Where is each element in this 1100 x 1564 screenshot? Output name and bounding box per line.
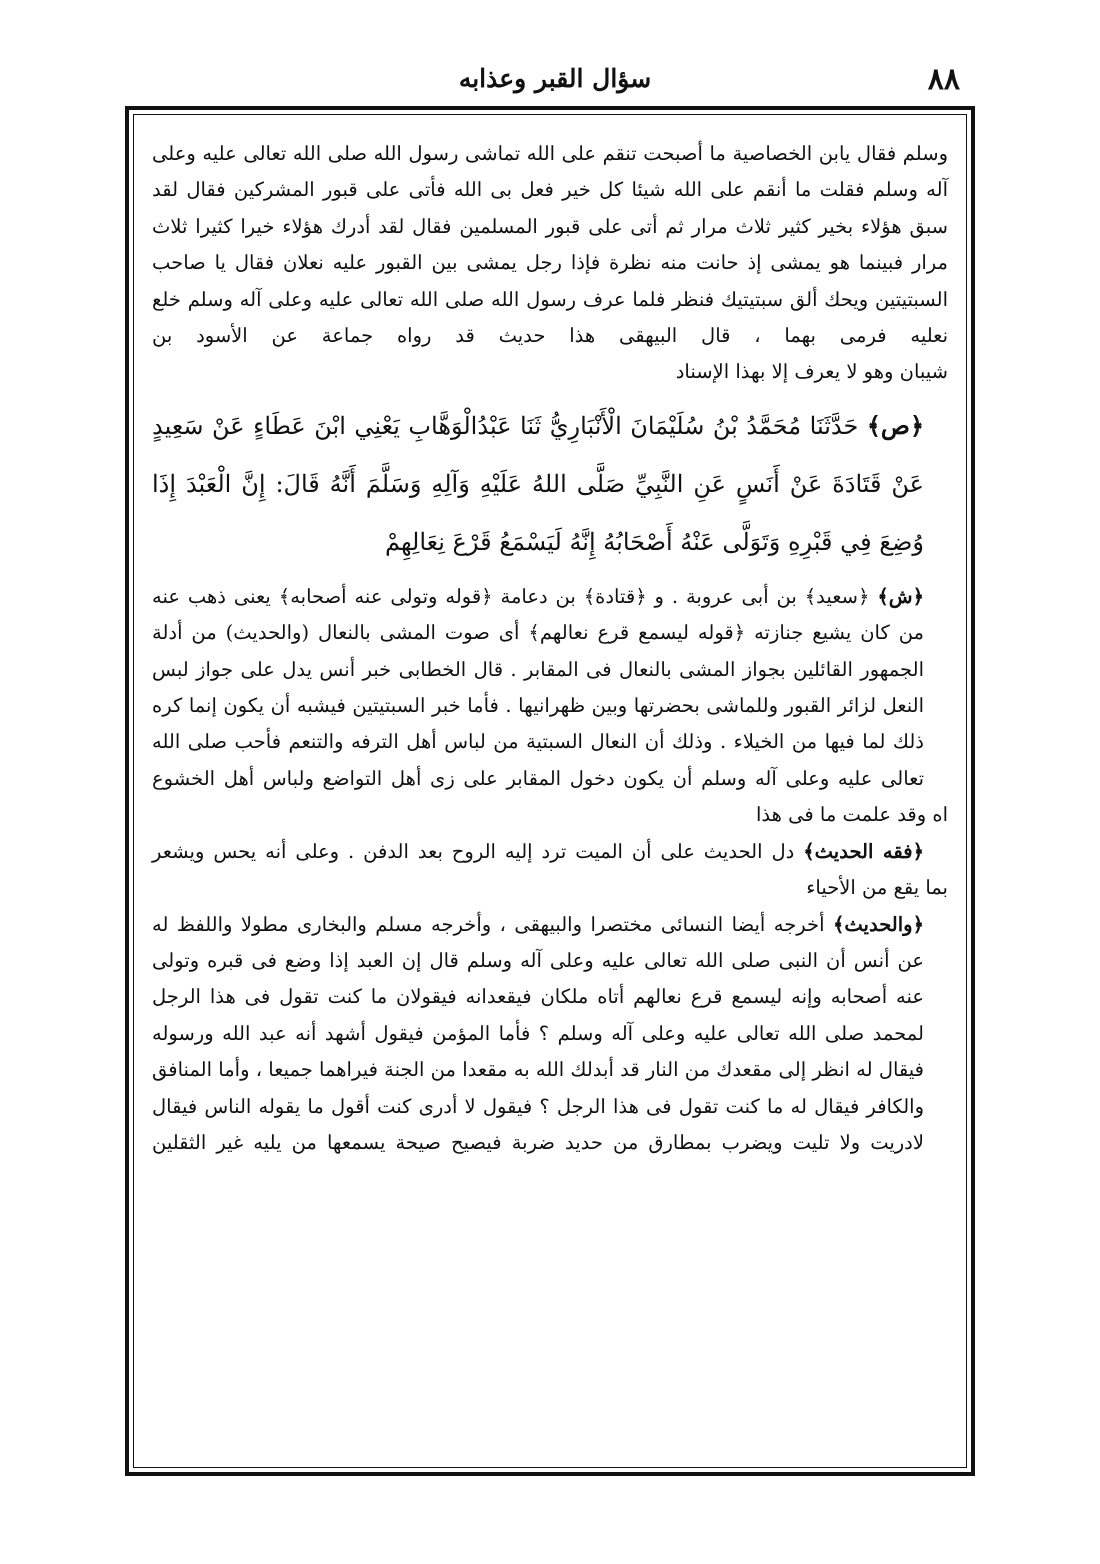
- commentary-label: ﴿ش﴾: [877, 584, 924, 608]
- commentary-text: ﴿سعيد﴾ بن أبى عروبة . و ﴿قتادة﴾ بن دعامة ﴿قوله وتولى عنه أصحابه﴾ يعنى ذهب عنه من كان يشيع جنازته ﴿قوله ليسمع قرع نعالهم﴾ أى صوت المشى بالنعال (والحديث) من أدلة الجمهور القائلين بجواز المشى بالنعال فى المقابر . قال الخطابى خبر أنس يدل على جواز لبس النعل لزائر القبور وللماشى بحضرتها وبين ظهرانيها . فأما خبر السبتيتين فيشبه أن يكون إنما كره ذلك لما فيها من الخيلاء . وذلك أن النعال السبتية من لباس أهل الترفه والتنعم فأحب صلى الله تعالى عليه وعلى آله وسلم أن يكون دخول المقابر على زى أهل التواضع ولباس أهل الخشوع: [152, 584, 924, 790]
- fiqh-label: ﴿فقه الحديث﴾: [803, 839, 924, 863]
- takhrij-paragraph: [152, 907, 948, 1162]
- commentary-paragraph-end: اه وقد علمت ما فى هذا: [755, 803, 948, 827]
- page-number: ٨٨: [927, 62, 960, 97]
- hadith-label: ﴿ص﴾: [866, 410, 924, 440]
- continuation-paragraph: وسلم فقال يابن الخصاصية ما أصبحت تنقم على الله تماشى رسول الله صلى الله تعالى عليه وعلى آله وسلم فقلت ما أنقم على الله شيئا كل خير فعل بى الله فأتى على قبور المشركين فقال لقد سبق هؤلاء بخير كثير ثلاث مرار ثم أتى على قبور المسلمين فقال لقد أدرك هؤلاء خيرا كثيرا ثلاث مرار فبينما هو يمشى إذ حانت منه نظرة فإذا رجل يمشى بين القبور عليه نعلان فقال يا صاحب السبتيتين ويحك ألق سبتيتيك فنظر فلما عرف رسول الله صلى الله تعالى عليه وعلى آله وسلم خلع نعليه فرمى بهما ، قال البيهقى هذا حديث قد رواه جماعة عن الأسود بن: [152, 142, 948, 348]
- page-header: [150, 62, 960, 102]
- fiqh-paragraph-end: بما يقع من الأحياء: [806, 876, 948, 900]
- fiqh-paragraph: [152, 834, 948, 870]
- continuation-paragraph-end: شيبان وهو لا يعرف إلا بهذا الإسناد: [675, 360, 948, 384]
- page-body: [152, 136, 948, 1161]
- commentary-paragraph: [152, 579, 948, 797]
- hadith-text: حَدَّثَنَا مُحَمَّدُ بْنُ سُلَيْمَانَ الْأَنْبَارِيُّ ثَنَا عَبْدُالْوَهَّابِ يَعْنِي ابْنَ عَطَاءٍ عَنْ سَعِيدٍ عَنْ قَتَادَةَ عَنْ أَنَسٍ عَنِ النَّبِيِّ صَلَّى اللهُ عَلَيْهِ وَآلِهِ وَسَلَّمَ أَنَّهُ قَالَ: إِنَّ الْعَبْدَ إِذَا وُضِعَ فِي قَبْرِهِ وَتَوَلَّى عَنْهُ أَصْحَابُهُ إِنَّهُ لَيَسْمَعُ قَرْعَ نِعَالِهِمْ: [152, 411, 924, 556]
- fiqh-text: دل الحديث على أن الميت ترد إليه الروح بعد الدفن . وعلى أنه يحس ويشعر: [152, 839, 795, 863]
- running-title: سؤال القبر وعذابه: [458, 64, 652, 93]
- takhrij-label: ﴿والحديث﴾: [832, 912, 924, 936]
- takhrij-text: أخرجه أيضا النسائى مختصرا والبيهقى ، وأخرجه مسلم والبخارى مطولا واللفظ له عن أنس أن النبى صلى الله تعالى عليه وعلى آله وسلم قال إن العبد إذا وضع فى قبره وتولى عنه أصحابه وإنه ليسمع قرع نعالهم أتاه ملكان فيقعدانه فيقولان ما كنت تقول فى هذا الرجل لمحمد صلى الله تعالى عليه وعلى آله وسلم ؟ فأما المؤمن فيقول أشهد أنه عبد الله ورسوله فيقال له انظر إلى مقعدك من النار قد أبدلك الله به مقعدا من الجنة فيراهما جميعا ، وأما المنافق والكافر فيقال له ما كنت تقول فى هذا الرجل ؟ فيقول لا أدرى كنت أقول ما يقوله الناس فيقال لادريت ولا تليت ويضرب بمطارق من حديد ضربة فيصيح صيحة يسمعها من يليه غير الثقلين: [152, 912, 924, 1154]
- hadith-text-block: [152, 397, 948, 571]
